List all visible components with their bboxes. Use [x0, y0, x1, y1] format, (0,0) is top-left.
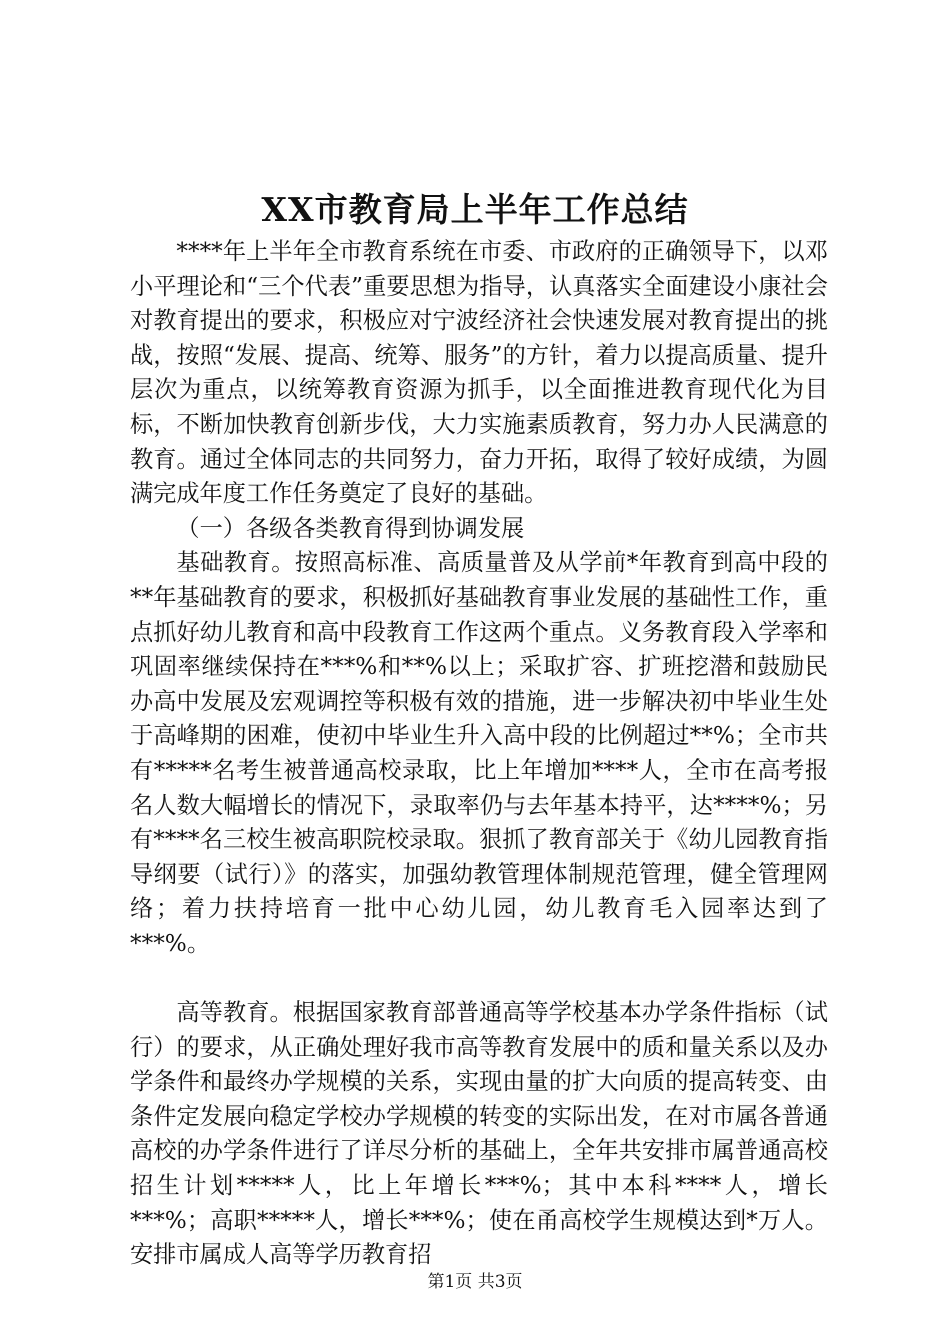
intro-paragraph: ****年上半年全市教育系统在市委、市政府的正确领导下，以邓小平理论和“三个代表”重要思想为指导，认真落实全面建设小康社会对教育提出的要求，积极应对宁波经济社会快速发展对教育提出的挑战，按照“发展、提高、统筹、服务”的方针，着力以提高质量、提升层次为重点，以统筹教育资源为抓手，以全面推进教育现代化为目标，不断加快教育创新步伐，大力实施素质教育，努力办人民满意的教育。通过全体同志的共同努力，奋力开拓，取得了较好成绩，为圆满完成年度工作任务奠定了良好的基础。 — [130, 238, 828, 508]
section-heading: （一）各级各类教育得到协调发展 — [176, 514, 525, 542]
basic-education-paragraph: 基础教育。按照高标准、高质量普及从学前*年教育到高中段的**年基础教育的要求，积极抓好基础教育事业发展的基础性工作，重点抓好幼儿教育和高中段教育工作这两个重点。义务教育段入学率和巩固率继续保持在***%和**%以上；采取扩容、扩班挖潜和鼓励民办高中发展及宏观调控等积极有效的措施，进一步解决初中毕业生处于高峰期的困难，使初中毕业生升入高中段的比例超过**%；全市共有*****名考生被普通高校录取，比上年增加****人，全市在高考报名人数大幅增长的情况下，录取率仍与去年基本持平，达****%；另有****名三校生被高职院校录取。狠抓了教育部关于《幼儿园教育指导纲要（试行）》的落实，加强幼教管理体制规范管理，健全管理网络；着力扶持培育一批中心幼儿园，幼儿教育毛入园率达到了***%。 — [130, 549, 828, 957]
document-body — [130, 235, 828, 1273]
higher-education-paragraph: 高等教育。根据国家教育部普通高等学校基本办学条件指标（试行）的要求，从正确处理好我市高等教育发展中的质和量关系以及办学条件和最终办学规模的关系，实现由量的扩大向质的提高转变、由条件定发展向稳定学校办学规模的转变的实际出发，在对市属各普通高校的办学条件进行了详尽分析的基础上，全年共安排市属普通高校招生计划*****人，比上年增长***%；其中本科****人，增长***%；高职*****人，增长***%；使在甬高校学生规模达到*万人。安排市属成人高等学历教育招 — [130, 999, 828, 1269]
document-title: XX市教育局上半年工作总结 — [261, 190, 689, 229]
page-footer: 第1页 共3页 — [427, 1272, 523, 1292]
